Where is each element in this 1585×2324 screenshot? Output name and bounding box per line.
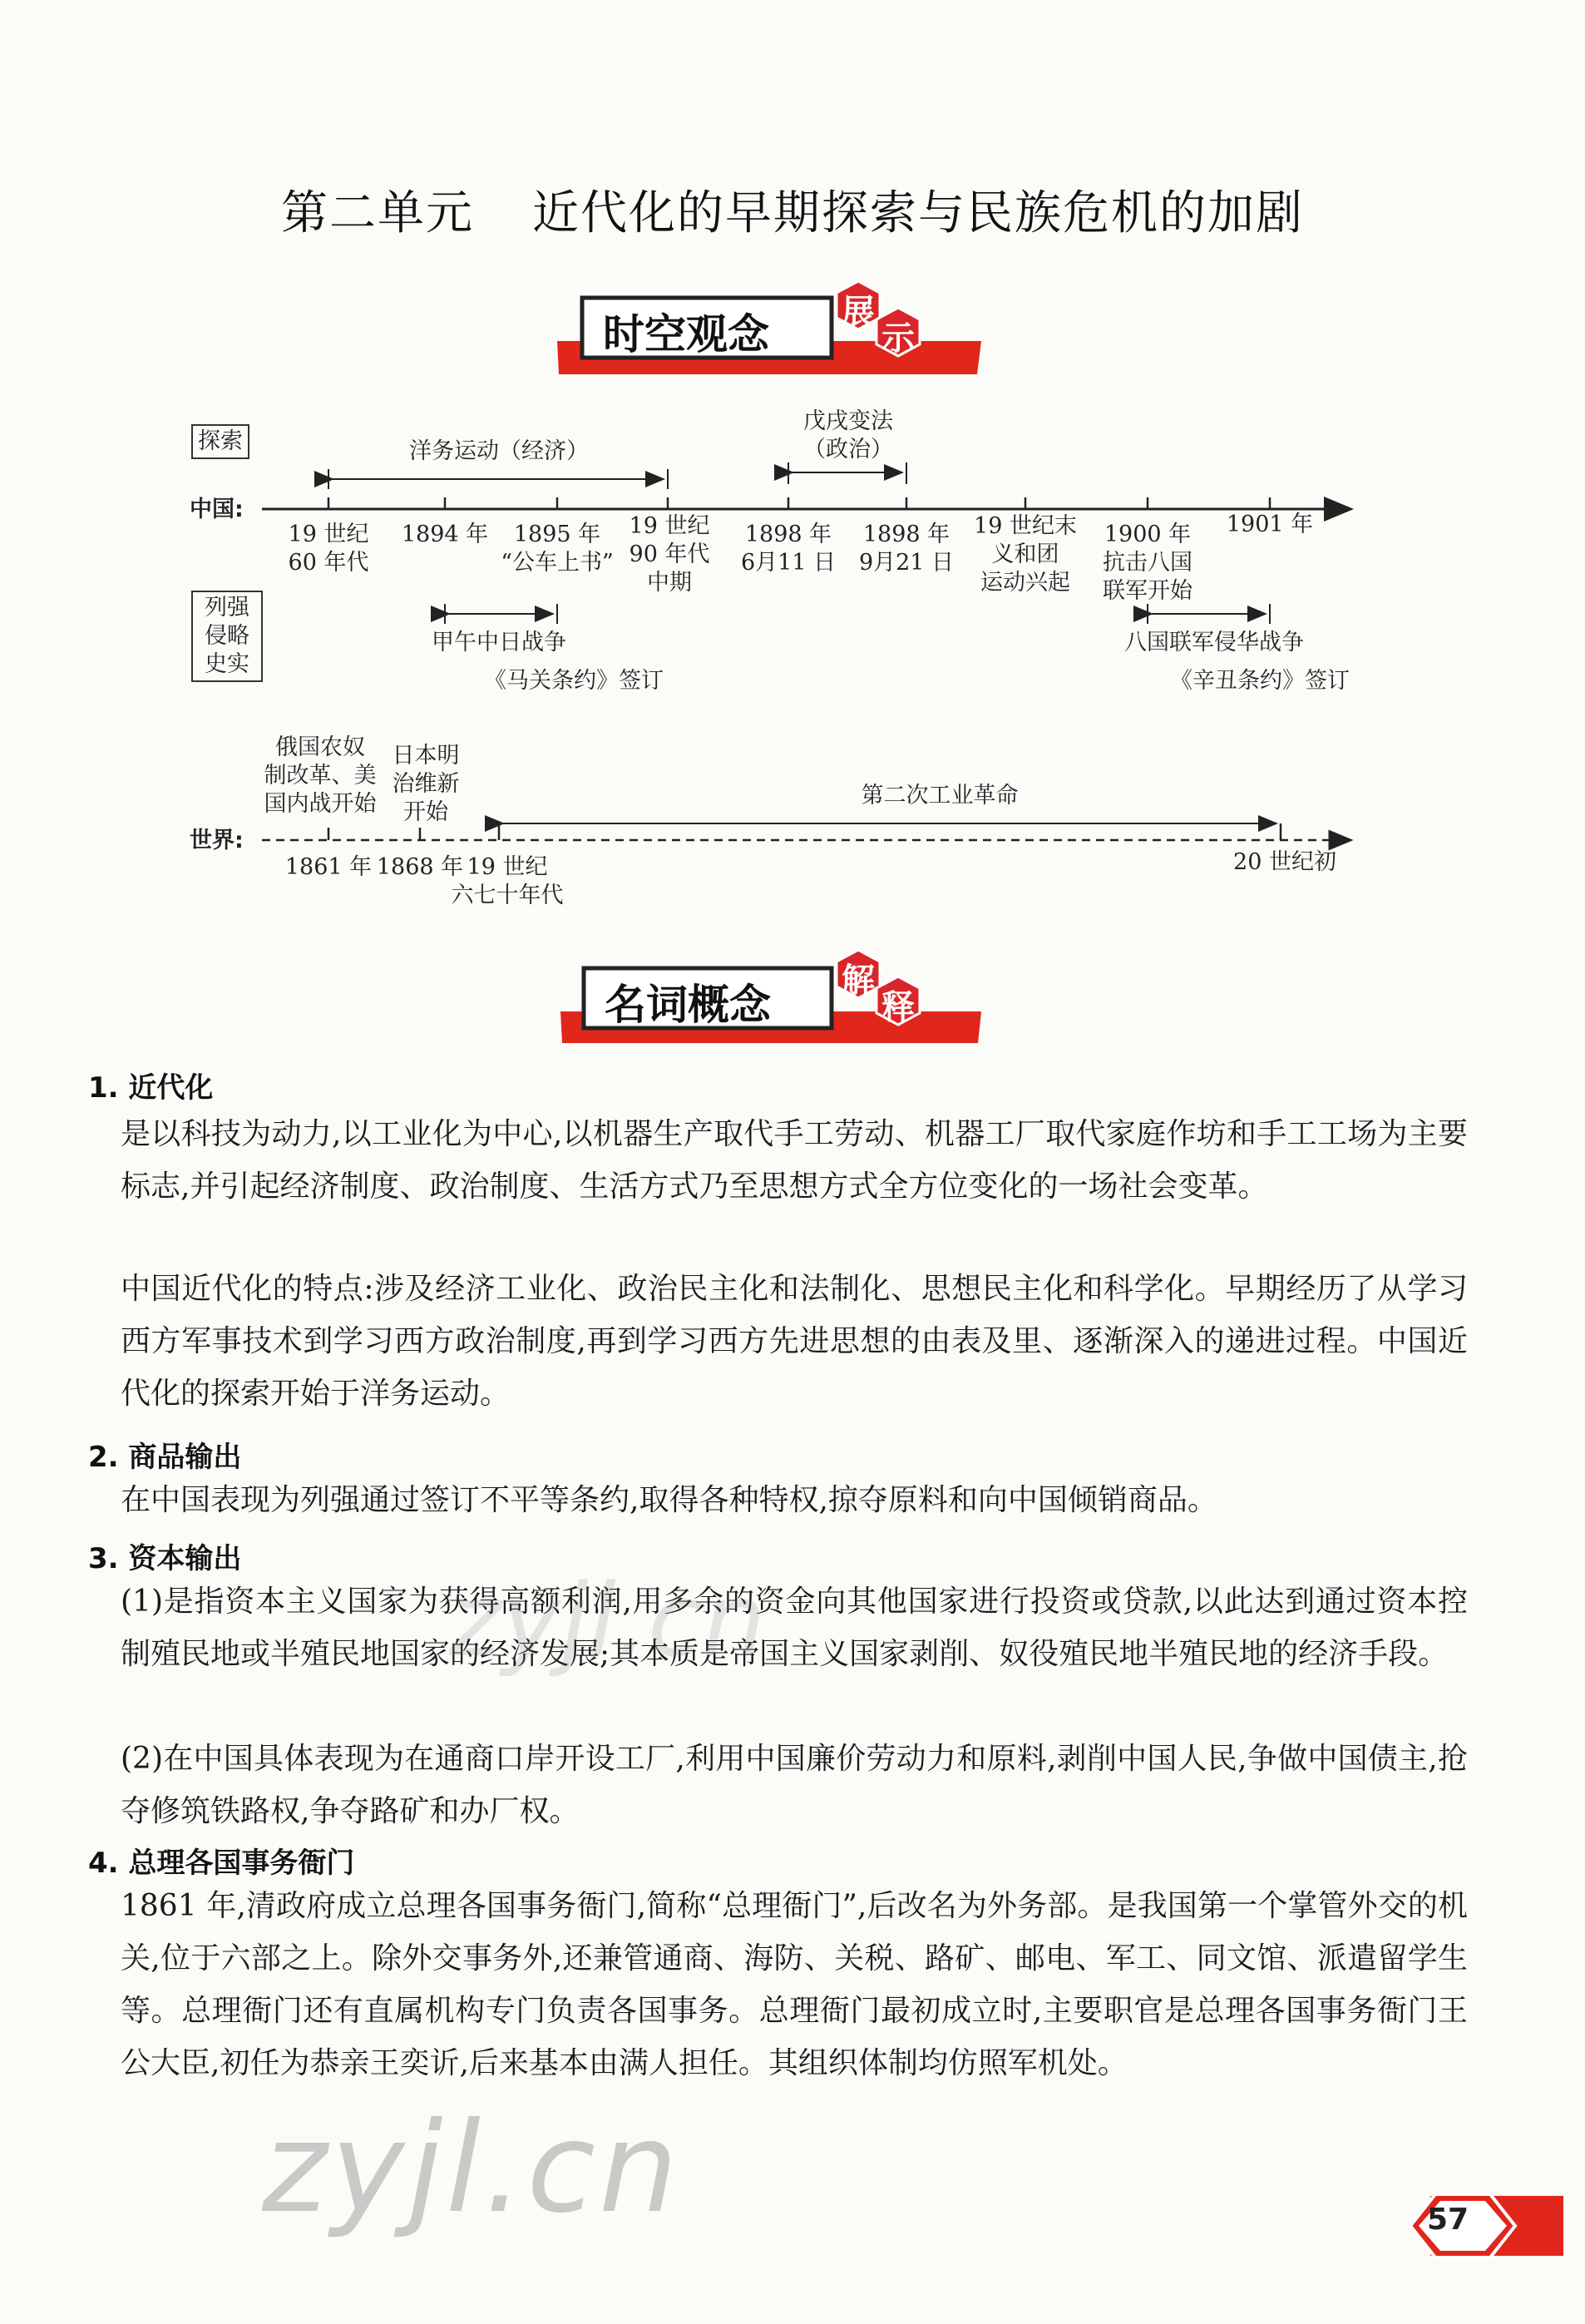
event-1900: 1900 年 抗击八国 联军开始: [1103, 522, 1192, 604]
yangwu-label: 洋务运动（经济）: [409, 438, 589, 464]
china-label: 中国:: [190, 497, 244, 522]
paragraph-zongli-yamen: 1861 年,清政府成立总理各国事务衙门,简称“总理衙门”,后改名为外务部。是我国第一个掌管外交的机关,位于六部之上。除外交事务外,还兼管通商、海防、关税、路矿、邮电、军工、同文馆、派遣留学生等。总理衙门还有直属机构专门负责各国事务。总理衙门最初成立时,主要职官是总理各国事务衙门王公大臣,初任为恭亲王奕䜣,后来基本由满人担任。其组织体制均仿照军机处。: [121, 1889, 1468, 2080]
world-date-c19: 19 世纪 六七十年代: [451, 854, 564, 908]
page-number: 57: [1427, 2203, 1469, 2237]
banner-spacetime-hex2: 示: [881, 319, 915, 358]
jiawu-war: 甲午中日战争: [432, 630, 566, 655]
banner-concepts-title: 名词概念: [605, 981, 771, 1029]
world-label: 世界:: [190, 828, 244, 853]
wuxu-label: 戊戌变法 （政治）: [803, 408, 893, 462]
event-1860s: 19 世纪 60 年代: [288, 522, 369, 576]
event-1894: 1894 年: [401, 522, 489, 547]
banner-concepts-graphic: [0, 940, 1585, 1065]
event-1895: 1895 年 “公车上书”: [501, 522, 614, 576]
paragraph-modernization-definition: 是以科技为动力,以工业化为中心,以机器生产取代手工劳动、机器工厂取代家庭作坊和手工工场为主要标志,并引起经济制度、政治制度、生活方式乃至思想方式全方位变化的一场社会变革。: [121, 1117, 1468, 1204]
page-number-tab: [1380, 2179, 1563, 2271]
banner-concepts: [0, 940, 1585, 1065]
banner-spacetime-title: 时空观念: [603, 310, 769, 358]
meiji-event: 日本明 治维新 开始: [392, 743, 460, 825]
banner-concepts-hex2: 释: [881, 988, 915, 1026]
paragraph-capital-export-1: (1)是指资本主义国家为获得高额利润,用多余的资金向其他国家进行投资或贷款,以此达到通过资本控制殖民地或半殖民地国家的经济发展;其本质是帝国主义国家剥削、奴役殖民地半殖民地的经济手段。: [121, 1585, 1468, 1671]
watermark: zyjl.cn: [262, 2096, 682, 2241]
section-heading-capital-export: 3. 资本输出: [88, 1542, 242, 1575]
watermark-faint: zyjl.cn: [449, 1564, 766, 1679]
unit-number: 第二单元: [281, 186, 474, 240]
unit-title: [0, 176, 1585, 243]
baguo-war: 八国联军侵华战争: [1124, 630, 1304, 655]
banner-concepts-hex1: 解: [842, 962, 875, 1000]
banner-spacetime-hex1: 展: [842, 293, 875, 331]
event-1901: 1901 年: [1226, 512, 1314, 537]
world-date-c20: 20 世纪初: [1233, 849, 1336, 875]
maguan-treaty: 《马关条约》签订: [484, 668, 664, 694]
powers-label: 列强 侵略 史实: [191, 591, 263, 682]
section-heading-zongli-yamen: 4. 总理各国事务衙门: [88, 1847, 355, 1880]
russia-us-event: 俄国农奴 制改革、美 国内战开始: [264, 734, 377, 817]
section-heading-modernization: 1. 近代化: [88, 1071, 214, 1105]
world-date-1868: 1868 年: [376, 854, 464, 880]
paragraph-commodity-export: 在中国表现为列强通过签订不平等条约,取得各种特权,掠夺原料和向中国倾销商品。: [121, 1483, 1217, 1517]
unit-name: 近代化的早期探索与民族危机的加剧: [532, 186, 1304, 240]
second-ir-label: 第二次工业革命: [861, 783, 1019, 808]
event-boxer: 19 世纪末 义和团 运动兴起: [974, 513, 1077, 596]
event-1898-06: 1898 年 6月11 日: [740, 522, 837, 576]
paragraph-capital-export-2: (2)在中国具体表现为在通商口岸开设工厂,利用中国廉价劳动力和原料,剥削中国人民,争做中国债主,抢夺修筑铁路权,争夺路矿和办厂权。: [121, 1742, 1468, 1828]
world-date-1861: 1861 年: [284, 854, 373, 880]
paragraph-modernization-features: 中国近代化的特点:涉及经济工业化、政治民主化和法制化、思想民主化和科学化。早期经历了从学习西方军事技术到学习西方政治制度,再到学习西方先进思想的由表及里、逐渐深入的递进过程。中国近代化的探索开始于洋务运动。: [121, 1272, 1468, 1411]
banner-spacetime-graphic: [0, 274, 1585, 399]
xinchou-treaty: 《辛丑条约》签订: [1170, 668, 1350, 694]
timeline-diagram: [0, 408, 1585, 940]
event-1890s: 19 世纪 90 年代 中期: [629, 513, 710, 596]
banner-spacetime: [0, 274, 1585, 399]
explore-label: 探索: [191, 424, 249, 459]
event-1898-09: 1898 年 9月21 日: [858, 522, 955, 576]
section-heading-commodity-export: 2. 商品输出: [88, 1441, 242, 1474]
